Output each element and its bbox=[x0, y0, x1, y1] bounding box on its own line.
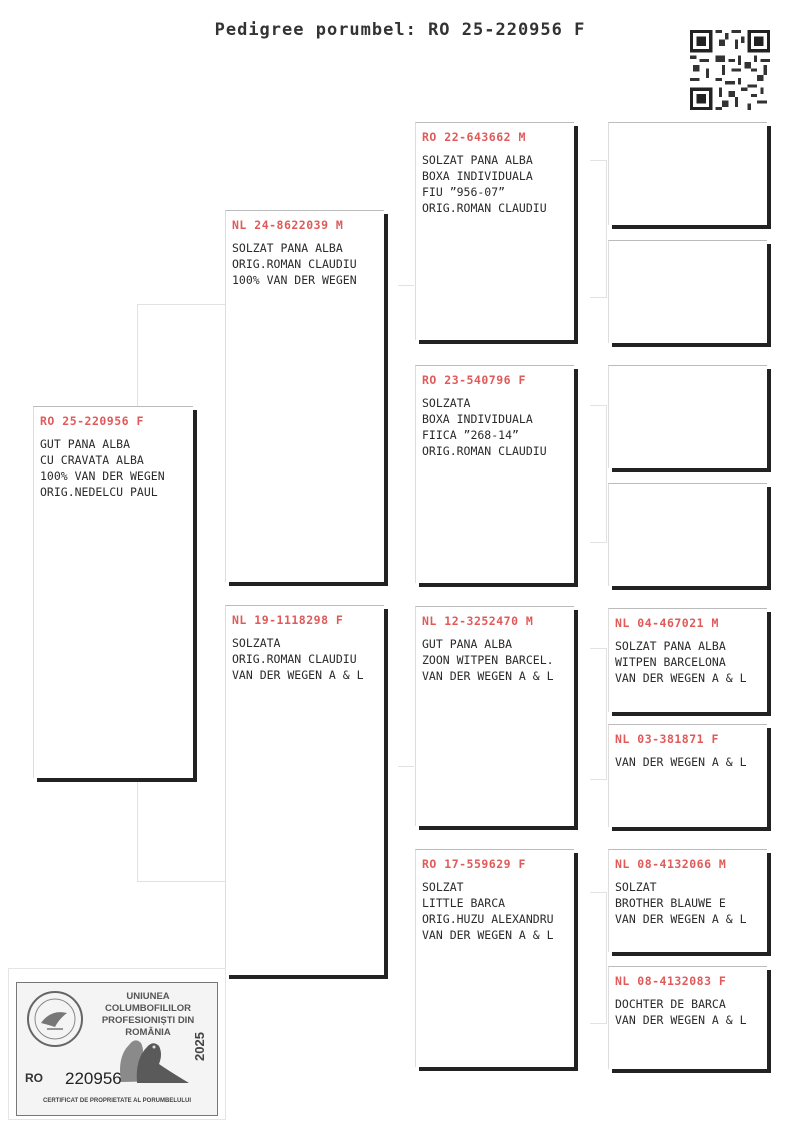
pigeon-card-great-grandparent bbox=[608, 849, 767, 952]
certificate-year: 2025 bbox=[192, 1032, 207, 1061]
ring-number: NL 03-381871 F bbox=[615, 732, 719, 746]
ring-number: RO 22-643662 M bbox=[422, 130, 526, 144]
info-line: SOLZAT PANA ALBA bbox=[422, 153, 533, 167]
info-line: BOXA INDIVIDUALA bbox=[422, 412, 533, 426]
info-line: VAN DER WEGEN A & L bbox=[232, 668, 364, 682]
connector-sire-parents bbox=[398, 285, 414, 286]
ring-number: NL 19-1118298 F bbox=[232, 613, 344, 627]
info-line: ORIG.ROMAN CLAUDIU bbox=[422, 201, 547, 215]
pigeon-card-empty bbox=[608, 240, 767, 343]
connector-dam-parents bbox=[398, 766, 414, 767]
org-line: UNIUNEA COLUMBOFILILOR bbox=[104, 991, 191, 1014]
info-line: BROTHER BLAUWE E bbox=[615, 896, 726, 910]
info-line: FIU ”956-07” bbox=[422, 185, 506, 199]
org-line: PROFESIONIȘTI DIN ROMÂNIA bbox=[101, 1015, 195, 1038]
info-line: VAN DER WEGEN A & L bbox=[422, 669, 554, 683]
certificate-footer: CERTIFICAT DE PROPRIETATE AL PORUMBELULUI bbox=[43, 1098, 191, 1104]
info-line: WITPEN BARCELONA bbox=[615, 655, 726, 669]
info-line: ORIG.HUZU ALEXANDRU bbox=[422, 912, 554, 926]
ring-number: RO 17-559629 F bbox=[422, 857, 526, 871]
info-line: DOCHTER DE BARCA bbox=[615, 997, 726, 1011]
ring-number: RO 25-220956 F bbox=[40, 414, 144, 428]
info-line: GUT PANA ALBA bbox=[40, 437, 131, 451]
info-line: FIICA ”268-14” bbox=[422, 428, 519, 442]
pigeon-card-sire-sire bbox=[415, 122, 574, 340]
pigeon-card-empty bbox=[608, 122, 767, 225]
pigeon-card-subject bbox=[33, 406, 193, 778]
info-line: LITTLE BARCA bbox=[422, 896, 506, 910]
pigeon-card-great-grandparent bbox=[608, 966, 767, 1069]
pigeon-card-dam-sire bbox=[415, 606, 574, 826]
ring-number: NL 08-4132083 F bbox=[615, 974, 727, 988]
page-title: Pedigree porumbel: RO 25-220956 F bbox=[214, 20, 586, 40]
connector-ss-parents bbox=[590, 160, 607, 298]
pigeon-card-great-grandparent bbox=[608, 724, 767, 827]
ring-number: NL 08-4132066 M bbox=[615, 857, 727, 871]
ring-number: NL 04-467021 M bbox=[615, 616, 719, 630]
info-line: CU CRAVATA ALBA bbox=[40, 453, 144, 467]
pigeon-card-empty bbox=[608, 365, 767, 468]
pigeon-card-dam bbox=[225, 605, 384, 975]
pigeon-card-great-grandparent bbox=[608, 608, 767, 712]
info-line: BOXA INDIVIDUALA bbox=[422, 169, 533, 183]
info-line: VAN DER WEGEN A & L bbox=[615, 671, 747, 685]
connector-sd-parents bbox=[590, 405, 607, 543]
ring-number: RO 23-540796 F bbox=[422, 373, 526, 387]
ownership-certificate bbox=[16, 982, 218, 1116]
info-line: SOLZAT bbox=[615, 880, 657, 894]
info-line: VAN DER WEGEN A & L bbox=[615, 755, 747, 769]
pigeon-card-sire-dam bbox=[415, 365, 574, 583]
info-line: VAN DER WEGEN A & L bbox=[615, 1013, 747, 1027]
qr-code bbox=[690, 30, 770, 110]
ring-number: NL 12-3252470 M bbox=[422, 614, 534, 628]
info-line: SOLZATA bbox=[232, 636, 281, 650]
info-line: ORIG.ROMAN CLAUDIU bbox=[422, 444, 547, 458]
info-line: ORIG.ROMAN CLAUDIU bbox=[232, 652, 357, 666]
info-line: GUT PANA ALBA bbox=[422, 637, 513, 651]
info-line: SOLZATA bbox=[422, 396, 471, 410]
info-line: ORIG.ROMAN CLAUDIU bbox=[232, 257, 357, 271]
federation-seal-icon bbox=[25, 989, 85, 1049]
pigeon-card-dam-dam bbox=[415, 849, 574, 1067]
certificate-number: 220956 bbox=[65, 1069, 122, 1088]
info-line: ZOON WITPEN BARCEL. bbox=[422, 653, 554, 667]
connector-ds-parents bbox=[590, 648, 607, 780]
info-line: SOLZAT PANA ALBA bbox=[232, 241, 343, 255]
pigeon-card-empty bbox=[608, 483, 767, 586]
certificate-country: RO bbox=[25, 1071, 43, 1085]
info-line: VAN DER WEGEN A & L bbox=[615, 912, 747, 926]
info-line: 100% VAN DER WEGEN bbox=[40, 469, 165, 483]
connector-dd-parents bbox=[590, 892, 607, 1024]
info-line: VAN DER WEGEN A & L bbox=[422, 928, 554, 942]
info-line: SOLZAT bbox=[422, 880, 464, 894]
ring-number: NL 24-8622039 M bbox=[232, 218, 344, 232]
info-line: 100% VAN DER WEGEN bbox=[232, 273, 357, 287]
info-line: SOLZAT PANA ALBA bbox=[615, 639, 726, 653]
info-line: ORIG.NEDELCU PAUL bbox=[40, 485, 158, 499]
pigeon-card-sire bbox=[225, 210, 384, 582]
